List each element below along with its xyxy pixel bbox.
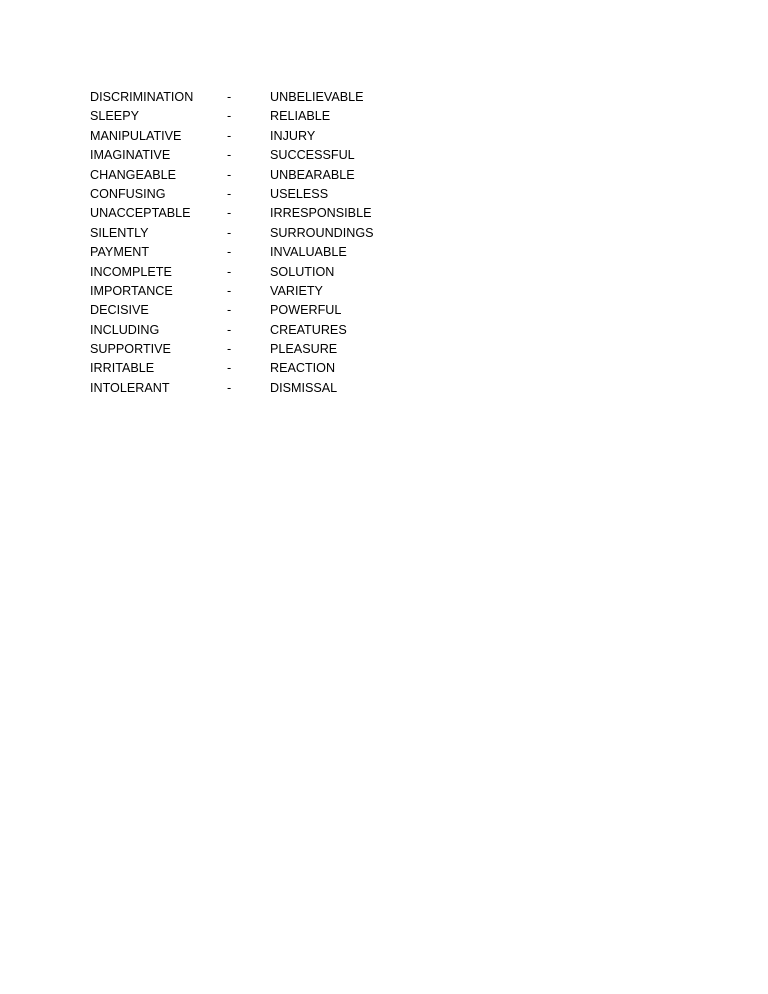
right-word: REACTION — [270, 361, 336, 376]
left-word: UNACCEPTABLE — [90, 206, 191, 221]
right-word: VARIETY — [270, 283, 323, 298]
left-word: CONFUSING — [90, 186, 166, 201]
right-word: SOLUTION — [270, 264, 335, 279]
word-pair-row — [90, 107, 410, 126]
word-pair-row — [90, 243, 410, 262]
right-word: SUCCESSFUL — [270, 148, 355, 163]
dash-separator: - — [227, 128, 232, 143]
dash-separator: - — [227, 303, 232, 318]
word-pair-row — [90, 204, 410, 223]
dash-separator: - — [227, 342, 232, 357]
right-word: DISMISSAL — [270, 380, 338, 395]
word-pair-row — [90, 263, 410, 282]
left-word: MANIPULATIVE — [90, 128, 182, 143]
dash-separator: - — [227, 245, 232, 260]
word-pair-row — [90, 88, 410, 107]
dash-separator: - — [227, 283, 232, 298]
word-pair-row — [90, 282, 410, 301]
right-word: UNBEARABLE — [270, 167, 355, 182]
left-word: IMPORTANCE — [90, 283, 173, 298]
dash-separator: - — [227, 380, 232, 395]
dash-separator: - — [227, 225, 232, 240]
right-word: USELESS — [270, 186, 329, 201]
right-word: RELIABLE — [270, 109, 331, 124]
word-pair-row — [90, 301, 410, 320]
dash-separator: - — [227, 167, 232, 182]
word-pair-row — [90, 185, 410, 204]
right-word: INVALUABLE — [270, 245, 347, 260]
right-word: INJURY — [270, 128, 316, 143]
dash-separator: - — [227, 90, 232, 104]
left-word: CHANGEABLE — [90, 167, 177, 182]
right-word: PLEASURE — [270, 342, 338, 357]
dash-separator: - — [227, 148, 232, 163]
word-pair-row — [90, 379, 410, 398]
left-word: SUPPORTIVE — [90, 342, 171, 357]
word-pair-row — [90, 359, 410, 378]
left-word: IMAGINATIVE — [90, 148, 171, 163]
dash-separator: - — [227, 186, 232, 201]
dash-separator: - — [227, 361, 232, 376]
dash-separator: - — [227, 322, 232, 337]
left-word: SILENTLY — [90, 225, 149, 240]
right-word: SURROUNDINGS — [270, 225, 374, 240]
right-word: UNBELIEVABLE — [270, 90, 364, 104]
left-word: IRRITABLE — [90, 361, 155, 376]
word-pair-row — [90, 166, 410, 185]
left-word: DISCRIMINATION — [90, 90, 194, 104]
left-word: INCLUDING — [90, 322, 160, 337]
dash-separator: - — [227, 109, 232, 124]
word-pair-row — [90, 340, 410, 359]
word-pair-row — [90, 127, 410, 146]
right-word: CREATURES — [270, 322, 347, 337]
right-word: IRRESPONSIBLE — [270, 206, 372, 221]
word-pair-row — [90, 224, 410, 243]
word-pair-row — [90, 321, 410, 340]
word-pair-list — [90, 88, 410, 398]
dash-separator: - — [227, 264, 232, 279]
left-word: PAYMENT — [90, 245, 150, 260]
dash-separator: - — [227, 206, 232, 221]
left-word: INCOMPLETE — [90, 264, 172, 279]
word-pair-row — [90, 146, 410, 165]
left-word: INTOLERANT — [90, 380, 170, 395]
right-word: POWERFUL — [270, 303, 342, 318]
left-word: SLEEPY — [90, 109, 140, 124]
left-word: DECISIVE — [90, 303, 149, 318]
